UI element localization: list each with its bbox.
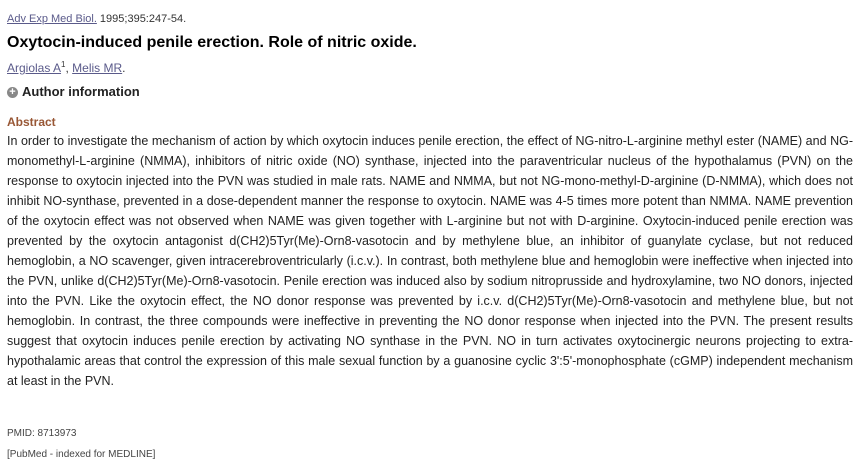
journal-link[interactable]: Adv Exp Med Biol.	[7, 13, 97, 25]
citation-details: 1995;395:247-54.	[96, 13, 187, 25]
index-status: [PubMed - indexed for MEDLINE]	[7, 449, 156, 460]
abstract-heading: Abstract	[7, 115, 56, 129]
article-title: Oxytocin-induced penile erection. Role of nitric oxide.	[7, 34, 417, 51]
author-information-label: Author information	[22, 84, 140, 99]
author-link-argiolas[interactable]: Argiolas A	[7, 61, 62, 75]
affiliation-mark: 1	[61, 60, 66, 69]
author-terminator: .	[122, 61, 126, 75]
author-information-toggle[interactable]	[7, 84, 140, 100]
author-separator: ,	[65, 61, 73, 75]
pmid: PMID: 8713973	[7, 428, 77, 439]
plus-circle-icon: +	[7, 87, 18, 98]
author-link-melis[interactable]: Melis MR	[72, 61, 123, 75]
citation-line	[7, 12, 186, 26]
abstract-text: In order to investigate the mechanism of action by which oxytocin induces penile erection, the effect of NG-nitro-L-arginine methyl ester (NAME) and NG-monomethyl-L-arginine (NMMA), inhibitors of nitric oxide (NO) synthase, injected into the paraventricular nucleus of the hypothalamus (PVN) on the response to oxytocin injected into the PVN was studied in male rats. NAME and NMMA, but not NG-mono-methyl-D-arginine (D-NMMA), which does not inhibit NO-synthase, prevented in a dose-dependent manner the response to oxytocin. NAME was 4-5 times more potent than NMMA. NAME prevention of the oxytocin effect was not observed when NAME was given together with L-arginine but not with D-arginine. Oxytocin-induced penile erection was prevented by the oxytocin antagonist d(CH2)5Tyr(Me)-Orn8-vasotocin and by methylene blue, an inhibitor of guanylate cyclase, but not reduced hemoglobin, a NO scavenger, given intracerebroventricularly (i.c.v.). In contrast, both methylene blue and hemoglobin were ineffective when injected into the PVN, unlike d(CH2)5Tyr(Me)-Orn8-vasotocin. Penile erection was induced also by sodium nitroprusside and hydroxylamine, two NO donors, injected into the PVN. Like the oxytocin effect, the NO donor response was prevented by i.c.v. d(CH2)5Tyr(Me)-Orn8-vasotocin and methylene blue, but not hemoglobin. In contrast, the three compounds were ineffective in preventing the NO donor response when injected into the PVN. The present results suggest that oxytocin induces penile erection by activating NO synthase in the PVN. NO in turn activates oxytocinergic neurons projecting to extra-hypothalamic areas that control the expression of this male sexual function by a guanosine cyclic 3':5'-monophosphate (cGMP) independent mechanism at least in the PVN.	[7, 134, 853, 388]
author-list	[7, 60, 126, 76]
